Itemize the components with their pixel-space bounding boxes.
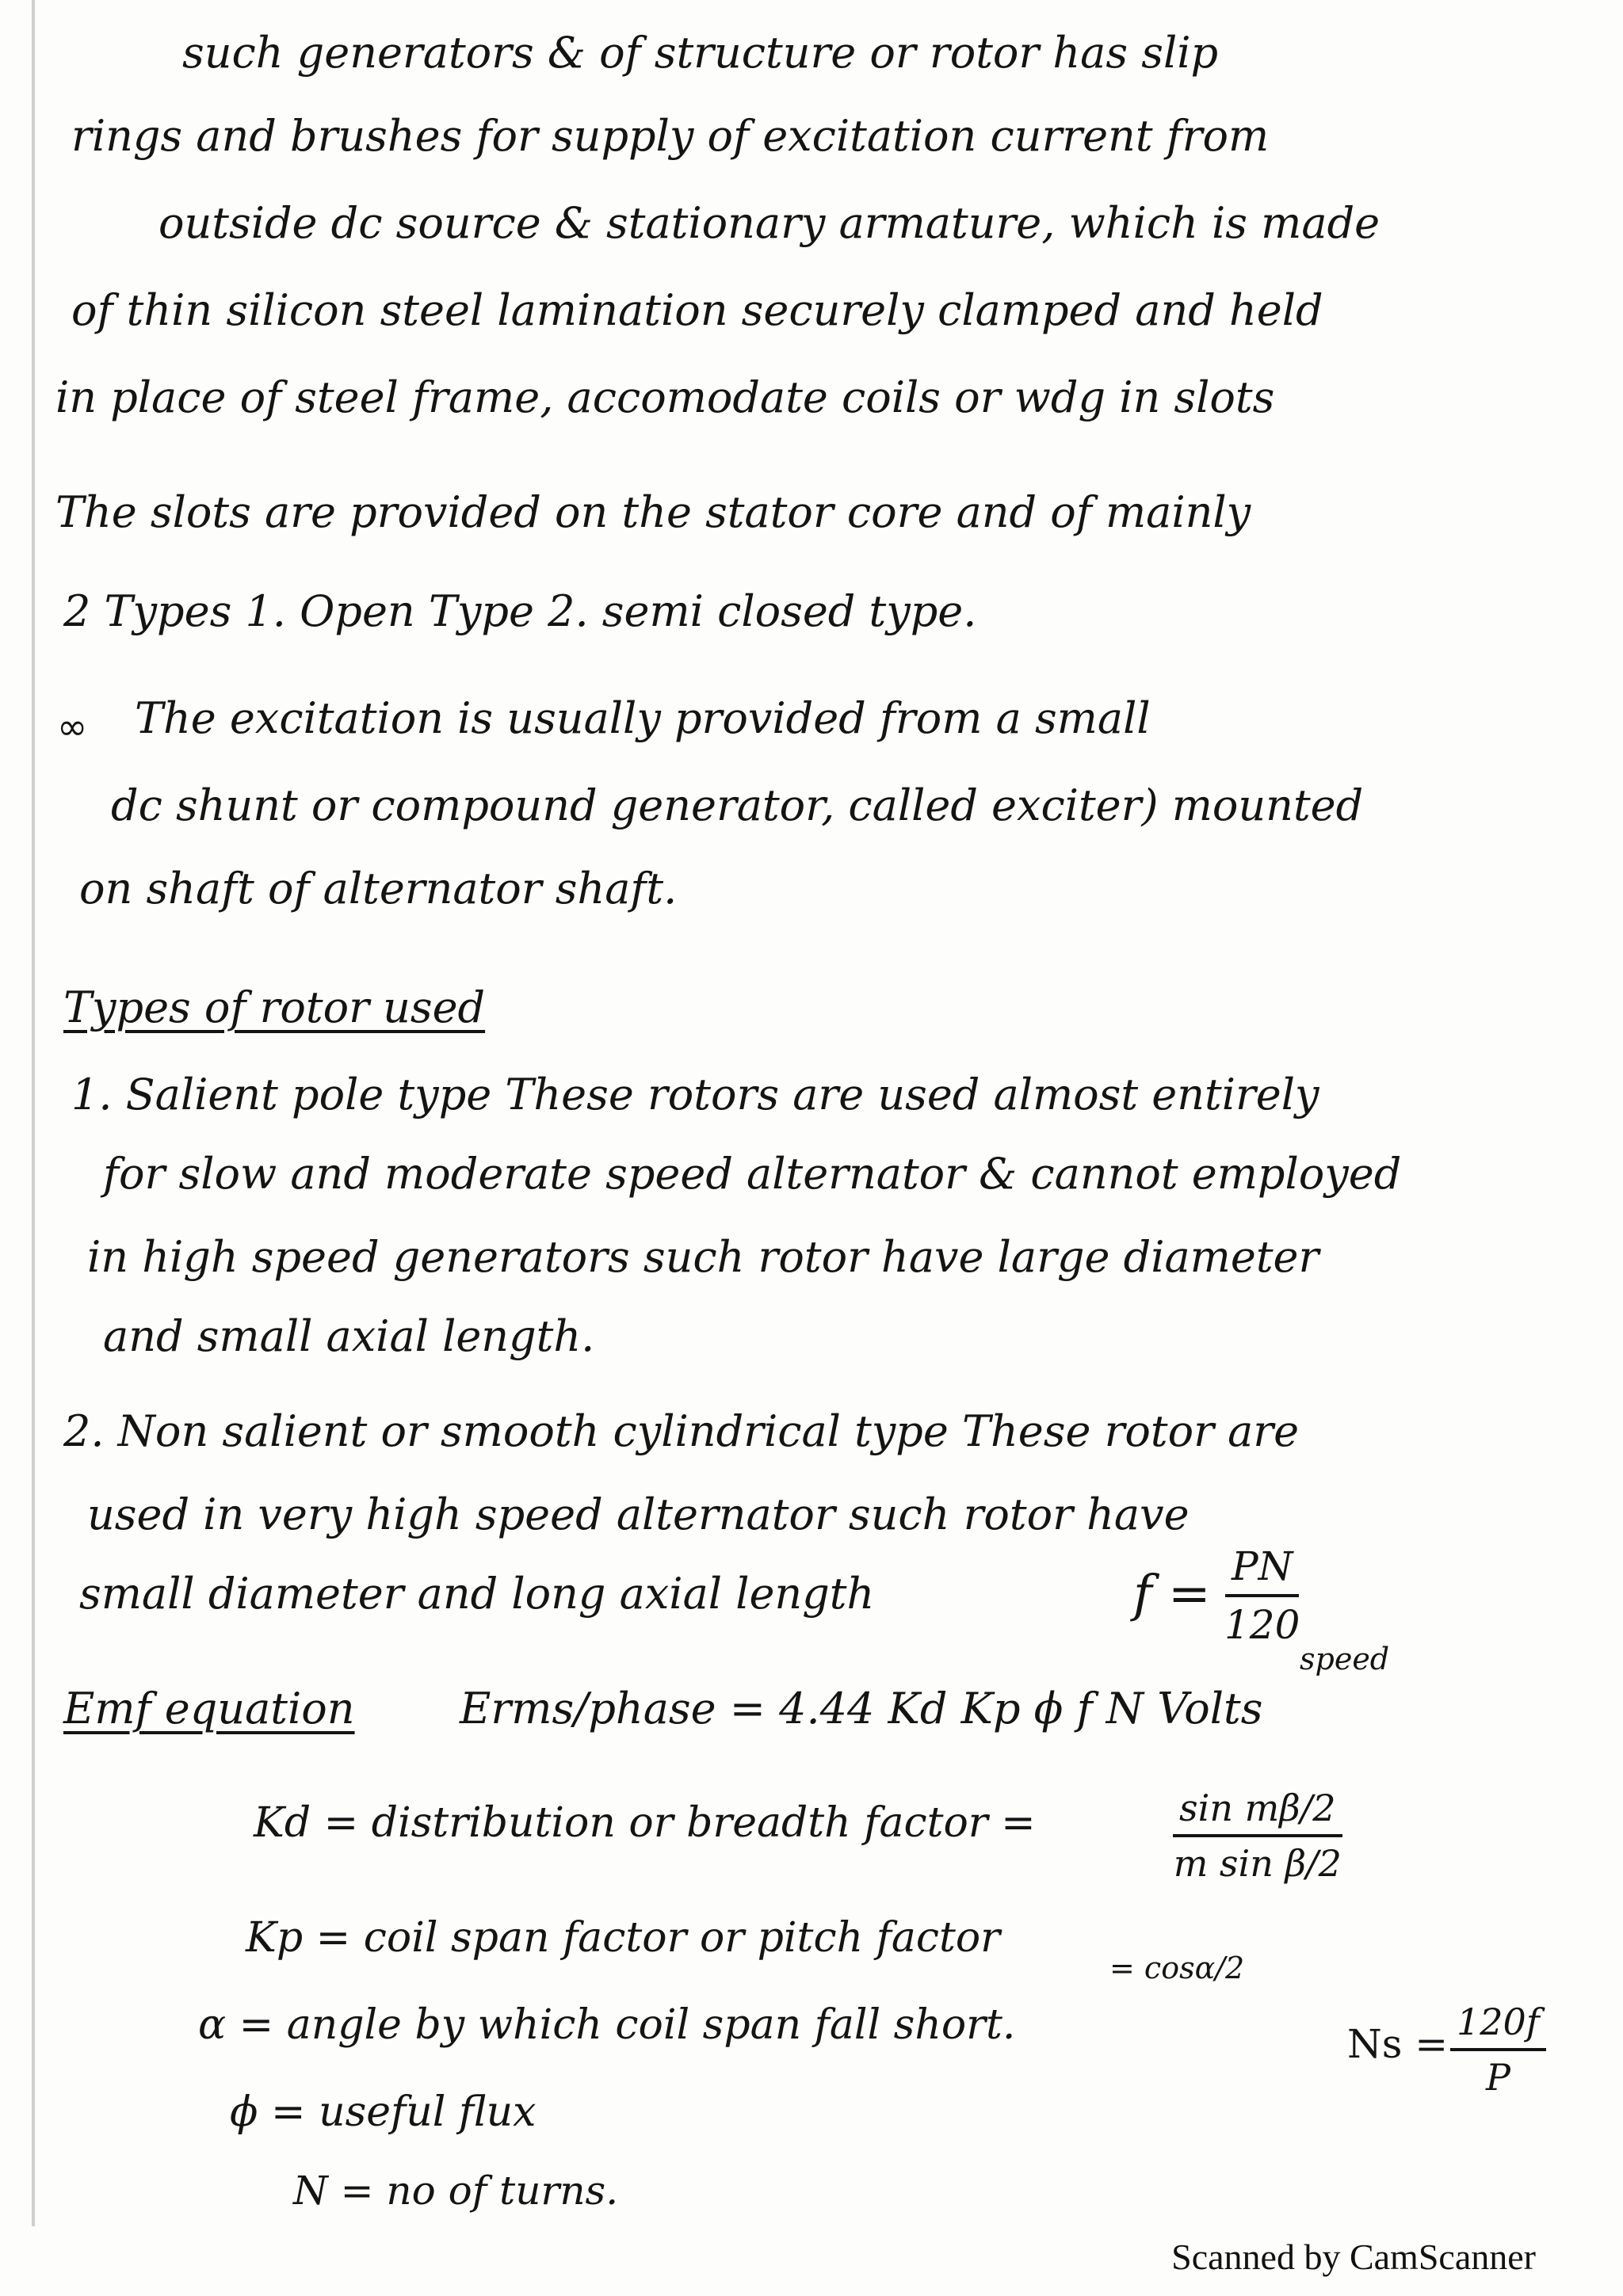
emf-heading: Emf equation <box>63 1684 355 1733</box>
frequency-lhs: f = <box>1133 1565 1211 1623</box>
phi-definition: ϕ = useful flux <box>230 2088 537 2136</box>
text-line: and small axial length. <box>103 1311 595 1361</box>
text-line: used in very high speed alternator such rotor have <box>87 1489 1190 1539</box>
text-line: The excitation is usually provided from a small <box>135 693 1151 743</box>
kd-definition: Kd = distribution or breadth factor = <box>254 1799 1036 1847</box>
text-line: rings and brushes for supply of excitation current from <box>71 111 1270 161</box>
kp-definition: Kp = coil span factor or pitch factor <box>246 1914 1001 1962</box>
text-line: in high speed generators such rotor have large diameter <box>87 1232 1319 1282</box>
ns-numerator: 120f <box>1450 2000 1546 2051</box>
frequency-denominator: 120 <box>1224 1602 1300 1648</box>
text-line: in place of steel frame, accomodate coils or wdg in slots <box>55 372 1275 422</box>
speed-note: speed <box>1300 1642 1390 1676</box>
kp-value: = cosα/2 <box>1109 1951 1245 1985</box>
text-line: 2. Non salient or smooth cylindrical type These rotor are <box>63 1406 1300 1456</box>
text-line: The slots are provided on the stator core and of mainly <box>55 487 1251 537</box>
text-line: on shaft of alternator shaft. <box>79 864 678 913</box>
frequency-fraction <box>1224 1543 1300 1648</box>
section-heading: Types of rotor used <box>63 982 486 1032</box>
text-line: such generators & of structure or rotor has slip <box>182 28 1219 78</box>
alpha-definition: α = angle by which coil span fall short. <box>198 2001 1016 2049</box>
text-line: 1. Salient pole type These rotors are used almost entirely <box>71 1070 1319 1119</box>
ns-fraction <box>1450 2000 1546 2099</box>
text-line: outside dc source & stationary armature, which is made <box>158 198 1381 248</box>
kd-numerator: sin mβ/2 <box>1173 1787 1342 1837</box>
ns-lhs: Ns = <box>1347 2021 1449 2067</box>
text-line: 2 Types 1. Open Type 2. semi closed type. <box>63 586 977 636</box>
text-line: dc shunt or compound generator, called exciter) mounted <box>111 780 1364 830</box>
scanner-watermark: Scanned by CamScanner <box>1171 2237 1536 2277</box>
emf-formula: Erms/phase = 4.44 Kd Kp ϕ f N Volts <box>460 1684 1263 1733</box>
text-line: for slow and moderate speed alternator & cannot employed <box>103 1149 1402 1199</box>
kd-denominator: m sin β/2 <box>1173 1842 1342 1885</box>
kd-fraction <box>1173 1787 1342 1885</box>
text-line: small diameter and long axial length <box>79 1569 875 1619</box>
text-line: of thin silicon steel lamination securely clamped and held <box>71 285 1323 335</box>
ns-denominator: P <box>1485 2056 1510 2099</box>
page-margin-line <box>32 0 35 2226</box>
infinity-bullet-icon: ∞ <box>57 705 88 748</box>
frequency-numerator: PN <box>1225 1543 1299 1597</box>
n-definition: N = no of turns. <box>293 2168 619 2214</box>
